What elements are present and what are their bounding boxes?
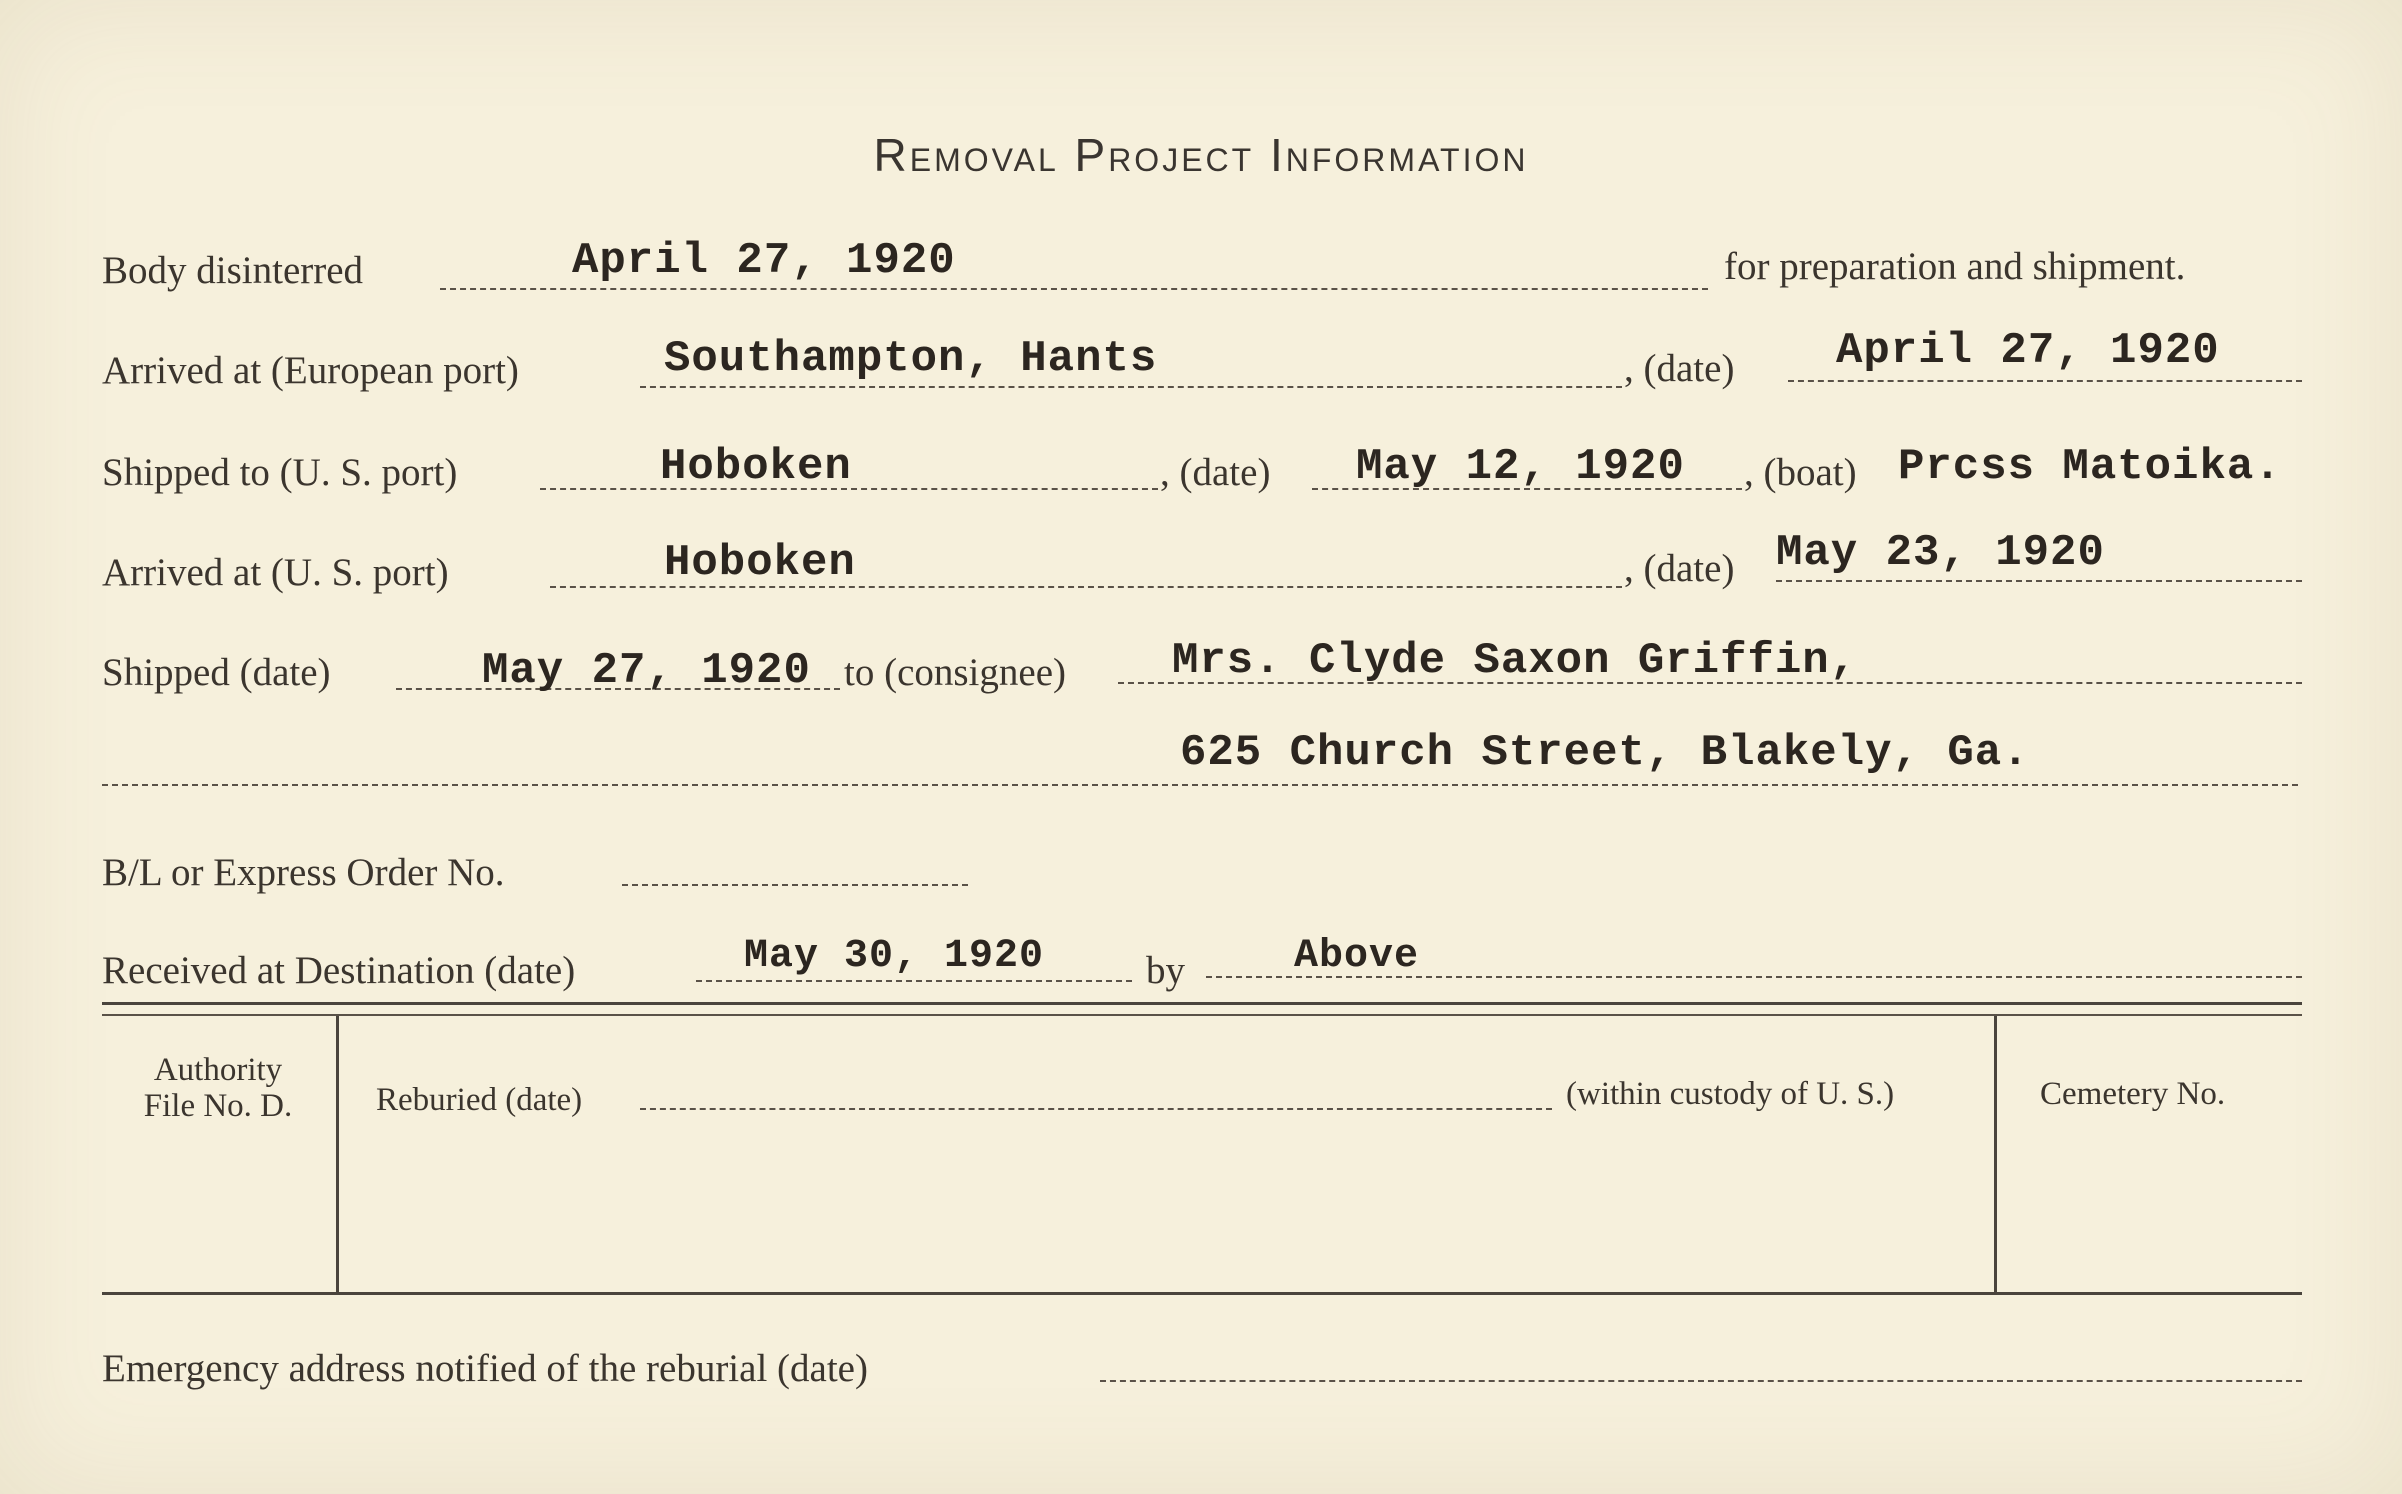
box-top-rule (102, 1002, 2302, 1005)
authority-file-label (102, 1052, 334, 1124)
boat-value: Prcss Matoika. (1898, 442, 2282, 492)
disinterred-date: April 27, 1920 (572, 236, 956, 286)
reburied-line (640, 1108, 1552, 1110)
us-port-date-value: May 23, 1920 (1776, 528, 2105, 578)
disinterred-line (440, 288, 1708, 290)
custody-label: (within custody of U. S.) (1566, 1076, 1895, 1112)
us-port-date-label: , (date) (1624, 547, 1735, 590)
received-by-value: Above (1294, 934, 1420, 979)
boat-label: , (boat) (1744, 451, 1857, 494)
shipped-to-port: Hoboken (660, 442, 852, 492)
box-divider-left (336, 1016, 339, 1294)
shipped-date-value: May 27, 1920 (482, 646, 811, 696)
emergency-label: Emergency address notified of the reburial (date) (102, 1347, 868, 1390)
us-port-date-line (1776, 580, 2302, 582)
consignee-value: Mrs. Clyde Saxon Griffin, (1172, 636, 1858, 686)
authority-line1: Authority (153, 1052, 283, 1088)
european-port-line (640, 386, 1622, 388)
address-line (102, 784, 2298, 786)
european-port-value: Southampton, Hants (664, 334, 1158, 384)
european-port-label: Arrived at (European port) (102, 349, 519, 392)
disinterred-label: Body disinterred (102, 249, 364, 292)
received-date-line (696, 980, 1132, 982)
bl-line (622, 884, 968, 886)
bl-label: B/L or Express Order No. (102, 851, 505, 894)
us-port-value: Hoboken (664, 538, 856, 588)
shipped-date-label: Shipped (date) (102, 651, 331, 694)
us-port-label: Arrived at (U. S. port) (102, 551, 449, 594)
european-date-line (1788, 380, 2302, 382)
reburied-label: Reburied (date) (376, 1082, 583, 1118)
received-by-label: by (1146, 949, 1185, 992)
disinterred-suffix: for preparation and shipment. (1724, 245, 2186, 288)
european-date-label: , (date) (1624, 347, 1735, 390)
shipped-to-date: May 12, 1920 (1356, 442, 1685, 492)
box-bottom-rule (102, 1292, 2302, 1295)
received-label: Received at Destination (date) (102, 949, 576, 992)
shipped-to-label: Shipped to (U. S. port) (102, 451, 458, 494)
box-divider-right (1994, 1016, 1997, 1294)
card-title: Removal Project Information (873, 129, 1529, 181)
shipped-to-date-label: , (date) (1160, 451, 1271, 494)
consignee-address: 625 Church Street, Blakely, Ga. (1180, 728, 2030, 778)
authority-line2: File No. D. (143, 1088, 293, 1124)
consignee-label: to (consignee) (844, 651, 1067, 694)
received-date-value: May 30, 1920 (744, 934, 1045, 979)
box-top-rule-inner (102, 1014, 2302, 1016)
european-date-value: April 27, 1920 (1836, 326, 2220, 376)
emergency-line (1100, 1380, 2302, 1382)
cemetery-label: Cemetery No. (2040, 1076, 2226, 1112)
